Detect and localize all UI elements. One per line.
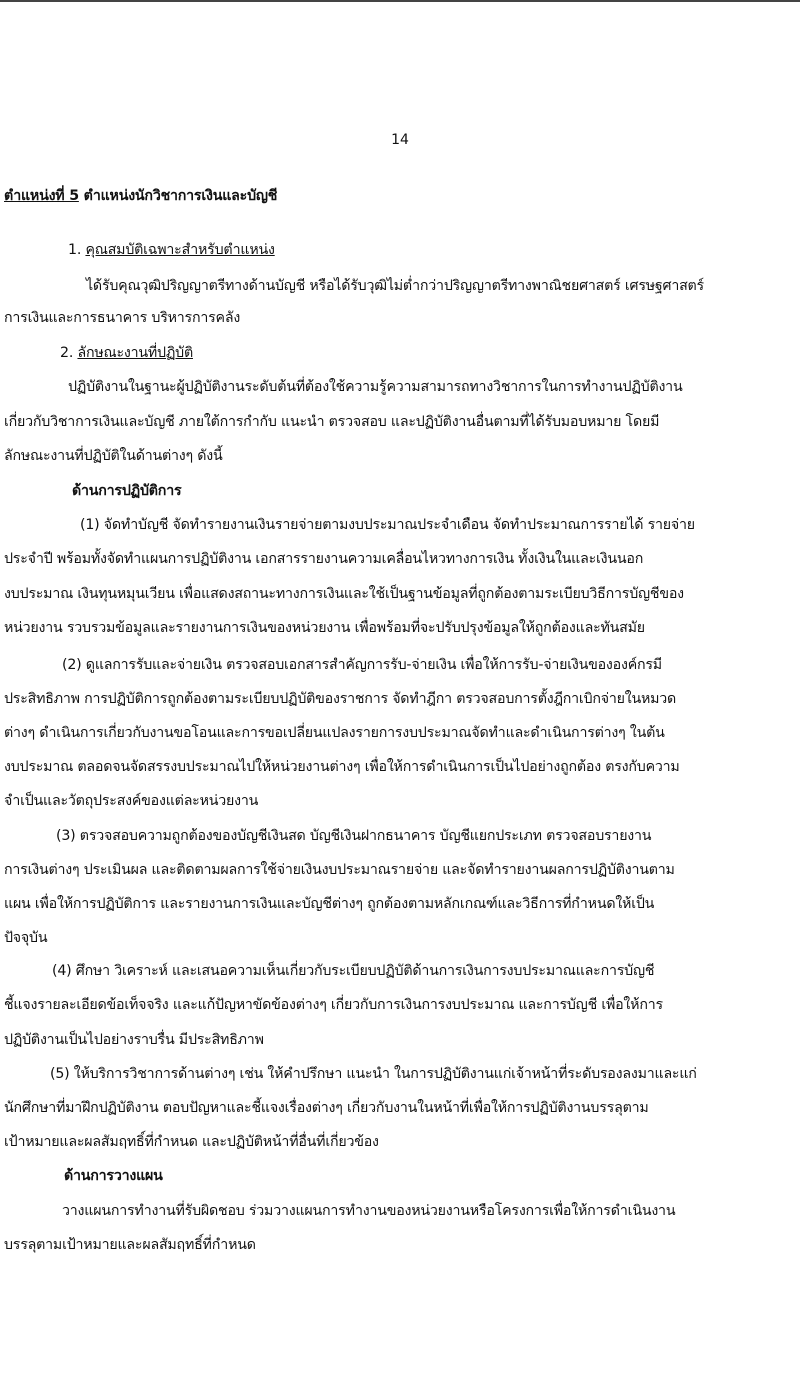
operations-item5-line: นักศึกษาที่มาฝึกปฏิบัติงาน ตอบปัญหาและชี้แจงเรื่องต่างๆ เกี่ยวกับงานในหน้าที่เพื่อให้การปฏิบัติงานบรรลุตาม (4, 1100, 649, 1116)
position-heading-title: ตำแหน่งนักวิชาการเงินและบัญชี (83, 188, 278, 204)
section2-intro-line: เกี่ยวกับวิชาการเงินและบัญชี ภายใต้การกำกับ แนะนำ ตรวจสอบ และปฏิบัติงานอื่นตามที่ได้รับมอบหมาย โดยมี (4, 414, 660, 430)
section1-line: การเงินและการธนาคาร บริหารการคลัง (4, 310, 241, 326)
operations-item1-line: งบประมาณ เงินทุนหมุนเวียน เพื่อแสดงสถานะทางการเงินและใช้เป็นฐานข้อมูลที่ถูกต้องตามระเบียบวิธีการบัญชีของ (4, 586, 684, 602)
operations-item2-line: (2) ดูแลการรับและจ่ายเงิน ตรวจสอบเอกสารสำคัญการรับ-จ่ายเงิน เพื่อให้การรับ-จ่ายเงินขององค์กรมี (62, 657, 662, 673)
section1-number: 1. (68, 242, 82, 258)
operations-item2-line: จำเป็นและวัตถุประสงค์ของแต่ละหน่วยงาน (4, 793, 259, 809)
operations-item5-line: เป้าหมายและผลสัมฤทธิ์ที่กำหนด และปฏิบัติหน้าที่อื่นที่เกี่ยวข้อง (4, 1134, 379, 1150)
operations-item4-line: ชี้แจงรายละเอียดข้อเท็จจริง และแก้ปัญหาขัดข้องต่างๆ เกี่ยวกับการเงินการงบประมาณ และการบัญชี เพื่อให้การ (4, 997, 663, 1013)
operations-heading: ด้านการปฏิบัติการ (72, 483, 182, 499)
operations-item4-line: ปฏิบัติงานเป็นไปอย่างราบรื่น มีประสิทธิภาพ (4, 1032, 264, 1048)
section1-heading (68, 240, 275, 260)
operations-item3-line: การเงินต่างๆ ประเมินผล และติดตามผลการใช้จ่ายเงินงบประมาณรายจ่าย และจัดทำรายงานผลการปฏิบัติงานตาม (4, 862, 675, 878)
operations-item1-line: (1) จัดทำบัญชี จัดทำรายงานเงินรายจ่ายตามงบประมาณประจำเดือน จัดทำประมาณการรายได้ รายจ่าย (80, 517, 695, 533)
operations-item3-line: ปัจจุบัน (4, 930, 48, 946)
planning-line: วางแผนการทำงานที่รับผิดชอบ ร่วมวางแผนการทำงานของหน่วยงานหรือโครงการเพื่อให้การดำเนินงาน (62, 1203, 676, 1219)
operations-item3-line: แผน เพื่อให้การปฏิบัติการ และรายงานการเงินและบัญชีต่างๆ ถูกต้องตามหลักเกณฑ์และวิธีการที่กำหนดให้เป็น (4, 896, 655, 912)
section1-line: ได้รับคุณวุฒิปริญญาตรีทางด้านบัญชี หรือได้รับวุฒิไม่ต่ำกว่าปริญญาตรีทางพาณิชยศาสตร์ เศรษฐศาสตร์ (86, 278, 704, 294)
operations-item5-line: (5) ให้บริการวิชาการด้านต่างๆ เช่น ให้คำปรึกษา แนะนำ ในการปฏิบัติงานแก่เจ้าหน้าที่ระดับรองลงมาและแก่ (50, 1066, 697, 1082)
position-heading-prefix: ตำแหน่งที่ 5 (4, 188, 79, 204)
operations-item2-line: ประสิทธิภาพ การปฏิบัติการถูกต้องตามระเบียบปฏิบัติของราชการ จัดทำฎีกา ตรวจสอบการตั้งฎีกาเบิกจ่ายในหมวด (4, 691, 677, 707)
position-heading (4, 186, 277, 206)
operations-item2-line: งบประมาณ ตลอดจนจัดสรรงบประมาณไปให้หน่วยงานต่างๆ เพื่อให้การดำเนินการเป็นไปอย่างถูกต้อง ตรงกับความ (4, 759, 680, 775)
section2-heading (60, 343, 193, 363)
planning-heading: ด้านการวางแผน (64, 1168, 163, 1184)
operations-item2-line: ต่างๆ ดำเนินการเกี่ยวกับงานขอโอนและการขอเปลี่ยนแปลงรายการงบประมาณจัดทำและดำเนินการต่างๆ ในต้น (4, 725, 665, 741)
section2-intro-line: ปฏิบัติงานในฐานะผู้ปฏิบัติงานระดับต้นที่ต้องใช้ความรู้ความสามารถทางวิชาการในการทำงานปฏิบัติงาน (68, 379, 683, 395)
page-number: 14 (391, 132, 409, 148)
section2-number: 2. (60, 345, 74, 361)
section2-title: ลักษณะงานที่ปฏิบัติ (77, 345, 193, 361)
planning-line: บรรลุตามเป้าหมายและผลสัมฤทธิ์ที่กำหนด (4, 1237, 256, 1253)
section1-title: คุณสมบัติเฉพาะสำหรับตำแหน่ง (85, 242, 275, 258)
operations-item1-line: ประจำปี พร้อมทั้งจัดทำแผนการปฏิบัติงาน เอกสารรายงานความเคลื่อนไหวทางการเงิน ทั้งเงินในและเงินนอก (4, 551, 644, 567)
operations-item4-line: (4) ศึกษา วิเคราะห์ และเสนอความเห็นเกี่ยวกับระเบียบปฏิบัติด้านการเงินการงบประมาณและการบัญชี (52, 963, 655, 979)
operations-item1-line: หน่วยงาน รวบรวมข้อมูลและรายงานการเงินของหน่วยงาน เพื่อพร้อมที่จะปรับปรุงข้อมูลให้ถูกต้องและทันสมัย (4, 620, 645, 636)
operations-item3-line: (3) ตรวจสอบความถูกต้องของบัญชีเงินสด บัญชีเงินฝากธนาคาร บัญชีแยกประเภท ตรวจสอบรายงาน (56, 828, 652, 844)
section2-intro-line: ลักษณะงานที่ปฏิบัติในด้านต่างๆ ดังนี้ (4, 448, 223, 464)
scan-edge-line (0, 0, 800, 2)
